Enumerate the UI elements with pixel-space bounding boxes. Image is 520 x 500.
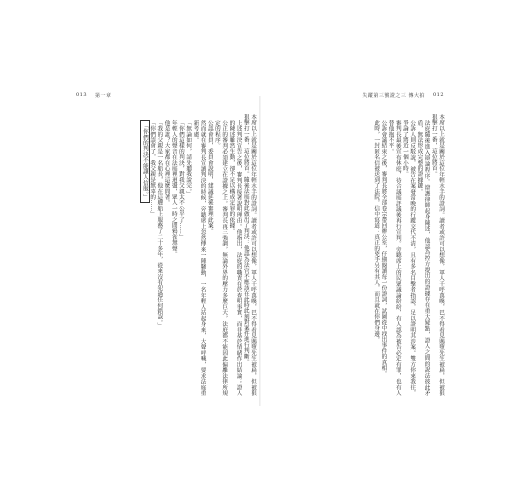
paragraph: 「無論如何，請先聽我說完。」 bbox=[185, 120, 192, 197]
paragraph: 公正的審判必須建立在證據之上。審判長再三強調，無論外界的壓力多麼巨大，法庭都不能因此偏離法律所規定的程序。 bbox=[213, 120, 228, 396]
paragraph: 他是誰？大家都在心裡這麼問著。 bbox=[163, 120, 170, 206]
left-page-header bbox=[76, 92, 112, 99]
left-page-number: 013 bbox=[76, 92, 88, 98]
right-page-header bbox=[362, 92, 444, 99]
paragraph: 審判長最後宣布休庭，待合議庭評議後再行宣判。旁聽席上的民眾議論紛紛，有人認為被告必定有罪，也有人替他抱不平。 bbox=[387, 120, 401, 396]
paragraph: 公訴人則反駁說，被告在案發當晚的行蹤交代不清，且有多名目擊者指認，足以證明其涉案。雙方你來我往，爭論了將近一個小時。 bbox=[401, 120, 416, 396]
paragraph: 本席以上就是關於這位年輕水手的證詞。讀者或許可以想像，軍人千呼萬喚，巴不得看見賜墮先生被扁，但被狠狠擊打一番，這位將首。隨後法庭對此做出了判決：他認為法官不應該在此時此刻對案件進行判斷。 bbox=[242, 114, 256, 396]
paragraph: 「我的父親是一名船長，他在這艘船上服務了二十多年，從來沒有犯過任何錯誤。」 bbox=[156, 120, 163, 329]
paragraph: 公認會員，委員會說明，建議延後審理此案。 bbox=[206, 120, 213, 234]
left-running-title: 第一章 bbox=[95, 93, 112, 99]
paragraph: 「你們這樣的判決，對我父親太不公平了……」 bbox=[177, 120, 184, 240]
left-page bbox=[76, 100, 256, 400]
paragraph: 公訴會議結束之後，審判長將全部卷宗帶回辦公室，仔細閱讀每一份證詞，試圖從中找出事件的真相。 bbox=[380, 120, 387, 377]
boxed-quote: 「你們的判決不能讓人信服。」 bbox=[140, 120, 150, 203]
paragraph: 此時，一封匿名信被送到了法院。信中寫道：真正的兇手另有其人，而且就在你們身邊。 bbox=[373, 120, 380, 343]
paragraph: 上述判決宣告之後，審判長接著說明理由。他指出，法庭的職責在於查明事實，而非基於情緒作出結論；證人的陳述雖然生動，卻不足以構成定罪的依據。 bbox=[228, 120, 242, 396]
left-page-text bbox=[76, 114, 256, 396]
paragraph: 然而就在審判長宣讀判決的時候，旁聽席上忽然傳來一陣騷動，一名年輕人站起身來，大聲呼喊，要求法庭重新考慮。 bbox=[192, 120, 206, 396]
right-page-text bbox=[264, 114, 444, 396]
right-page-number: 012 bbox=[432, 92, 444, 98]
right-running-title: 失蹤第三號證之三 傳大拍 bbox=[362, 93, 425, 99]
book-gutter bbox=[259, 96, 261, 406]
paragraph: 本席以上就是關於這位年輕水手的證詞。讀者或許可以想像，軍人千呼萬喚，巴不得看見賜墮先生被扁，但被狠狠擊打一番，這位將首。 bbox=[430, 114, 444, 396]
paragraph: 「你們誤會了，我父親是無辜的……」 bbox=[149, 120, 156, 217]
right-page bbox=[264, 100, 444, 400]
paragraph: 年輕人的聲音在法庭裡迴盪，眾人一時之間鴉雀無聲。 bbox=[170, 120, 177, 257]
paragraph: 法庭隨後進入辯論程序。辯護律師起身陳述，他認為控方提出的證據存在重大疑點，證人之間的說法彼此矛盾，無法形成完整的證據鏈。 bbox=[416, 120, 430, 396]
